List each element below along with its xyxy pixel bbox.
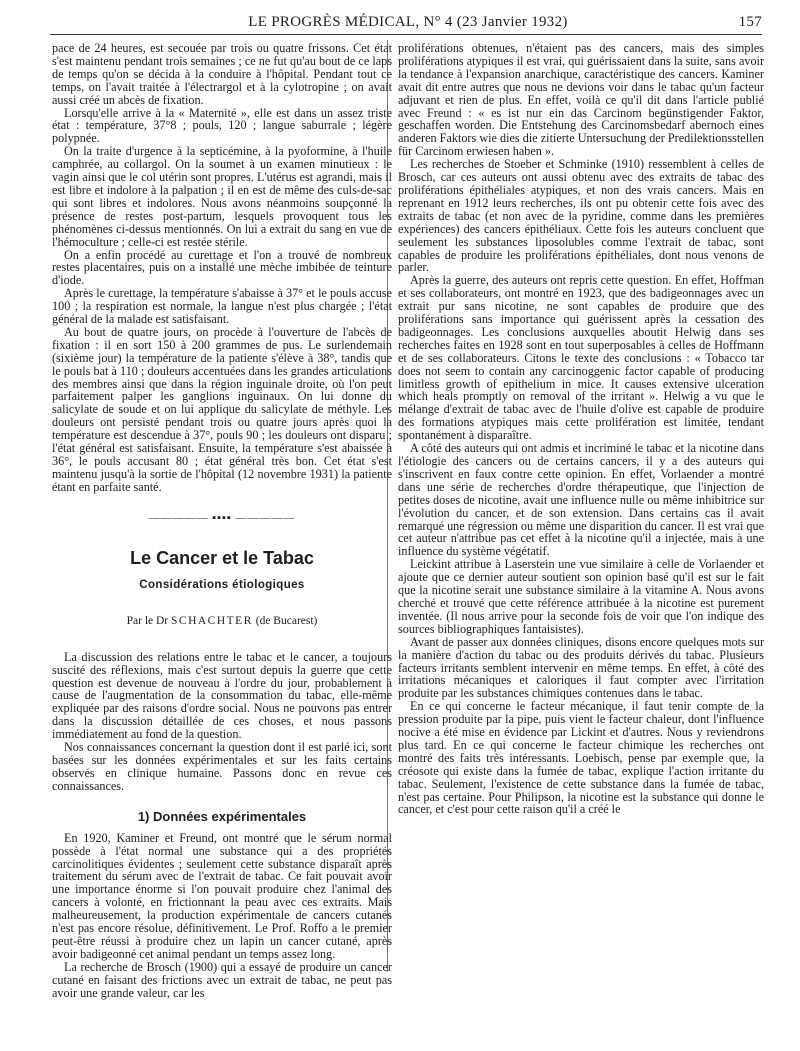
paragraph: Avant de passer aux données cliniques, disons encore quelques mots sur la manière d'action du tabac ou des produits dérivés du tabac. Plusieurs facteurs irritants semblent intervenir en même temps. En effet, à côté des irritations mécaniques et caloriques il faut compter avec l'irritation produite par les substances chimiques contenues dans le tabac. [398,634,764,701]
section-heading: 1) Données expérimentales [137,808,307,824]
byline-suffix: (de Bucarest) [255,614,318,627]
paragraph: proliférations obtenues, n'étaient pas des cancers, mais des simples proliférations atypiques il est vrai, qui guérissaient dans la suite, sans avoir la tendance à l'expansion anarchique, caractéristique des cancers. Kaminer avait dit entre autres que nous ne devions voir dans le tabac qu'un facteur adjuvant et rien de plus. En effet, voilà ce qu'il dit dans l'article publié avec Freund : « es ist nur ein das Carcinom begünstigender Faktor, geschaffen worden. Die Entstehung des Carcinomsbedarf abernoch eines anderen Faktors wie dies die zitierte Untersuchung der Predilektionsstellen für Carcinom erwiesen haben ». [398,41,764,159]
paragraph: En 1920, Kaminer et Freund, ont montré que le sérum normal possède à l'état normal une substance qui a des propriétés carcinolitiques évidentes ; seulement cette substance disparaît après traitement du sérum avec de l'extrait de tabac. Ce fait pouvait avoir une importance énorme si l'on pouvait produire chez l'animal des cancers à volonté, en frictionnant la peau avec ces extraits. Mais malheureusement, la production expérimentale de cancers cutanés n'est pas encore résolue, définitivement. Le Prof. Roffo a le premier peut-être réussi à produire chez un lapin un cancer cutané, après avoir badigeonné cet animal pendant un temps assez long. [52,830,392,961]
paragraph: En ce qui concerne le facteur mécanique, il faut tenir compte de la pression produite par la pipe, puis vient le facteur chaleur, dont l'influence nocive a été mise en évidence par Lickint et d'autres. Nous y reviendrons plus tard. En ce qui concerne le facteur chimique les recherches ont montré des faits très intéressants. Loebisch, pense par exemple que, la créosote qui existe dans la fumée de tabac, explique l'action irritante du tabac. Seulement, l'existence de cette substance dans la fumée de tabac, n'est pas certaine. Pour Philipson, la nicotine est la substance qui donne le cancer, et c'est pour cette raison qu'il a créé le [398,699,764,817]
paragraph: pace de 24 heures, est secouée par trois ou quatre frissons. Cet état s'est maintenu pendant trois semaines ; ce ne fut qu'au bout de ce laps de temps qu'on se décida à la conduire à l'hôpital. Pendant tout ce temps, on l'avait traitée à l'électrargol et à la cylotropine ; on avait aussi créé un abcès de fixation. [52,41,392,107]
paragraph: Après la guerre, des auteurs ont repris cette question. En effet, Hoffman et ses collaborateurs, ont montré en 1923, que des badigeonnages avec un extrait pur sans nicotine, ne sont capables de produire que des proliférations sans importance qui guérissent après la cessation des badigeonnages. Les conclusions auxquelles aboutit Helwig dans ses recherches faites en 1928 sont en tout superposables à celles de Hoffmann et de ses collaborateurs. Citons le texte des conclusions : « Tobacco tar does not seem to contain any carcinoggenic factor capable of producing limitless growth of epithelium in mice. It causes extensive ulceration which heals promptly on removal of the irritant ». Helwig a vu que le mélange d'extrait de tabac avec de l'huile d'olive est capable de produire des formations atypiques mais cette prolifération est limitée, tendant spontanément à disparaître. [398,273,764,443]
paragraph: Au bout de quatre jours, on procède à l'ouverture de l'abcès de fixation : il en sort 150 à 200 grammes de pus. Le surlendemain (sixième jour) la température de la patiente s'élève à 38°, tandis que le pouls bat à 110 ; douleurs accentuées dans les grandes articulations des membres ainsi que dans la région inguinale droite, où l'on peut parfaitement palper les ganglions inguinaux. On lui donne du salicylate de soude et on lui applique du salicylate de méthyle. Les douleurs ont persisté pendant trois ou quatre jours après quoi la température est descendue à 37°, pouls 90 ; les douleurs ont disparu ; l'état général est satisfaisant. Ensuite, la température s'est abaissée à 36°, le pouls accusant 80 ; état général très bon. Cet état s'est maintenu jusqu'à la sortie de l'hôpital (12 novembre 1931) la patiente étant en parfaite santé. [52,324,392,494]
byline-prefix: Par le Dr [126,614,169,627]
byline [52,615,392,627]
article-title: Le Cancer et le Tabac [130,547,314,568]
paragraph: La discussion des relations entre le tabac et le cancer, a toujours suscité des réflexions, mais c'est surtout depuis la guerre que cette question est devenue de nouveau à l'ordre du jour, probablement à cause de l'augmentation de la consommation du tabac, elle-même expliquée par des raisons d'ordre social. Nous ne pouvons pas entrer dans la discussion détaillée de ces choses, et nous passons immédiatement au fond de la question. [52,649,392,742]
left-column [52,42,392,999]
header-rule [50,34,762,35]
section-separator: ————— ▪▪▪▪ ————— [148,511,296,524]
paragraph: La recherche de Brosch (1900) qui a essayé de produire un cancer cutané en faisant des frictions avec un extrait de tabac, ne peut pas avoir une grande valeur, car les [52,959,392,1000]
paragraph: Les recherches de Stoeber et Schminke (1910) ressemblent à celles de Brosch, car ces auteurs ont aussi obtenu avec des extraits de tabac des proliférations épithéliales atypiques, et non des vrais cancers. Mais en reprenant en 1912 leurs recherches, ils ont pu obtenir cette fois avec des extraits de tabac (et non avec de la pyridine, comme dans les premières expériences) des cancers épithéliaux. Cette fois les auteurs concluent que seulement les substances liposolubles comme l'extrait de tabac, sont capables de produire les proliférations épithéliales, dont nous venons de parler. [398,157,764,275]
paragraph: On a enfin procédé au curettage et l'on a trouvé de nombreux restes placentaires, puis on a installé une mèche imbibée de teinture d'iode. [52,247,392,288]
right-column [398,42,764,816]
page-number: 157 [738,14,762,30]
paragraph: Nos connaissances concernant la question dont il est parlé ici, sont basées sur les données expérimentales et sur les faits certains observés en clinique humaine. Passons donc en revue ces connaissances. [52,740,392,793]
paragraph: On la traite d'urgence à la septicémine, à la pyoformine, à l'huile camphrée, au collargol. On la soumet à un examen minutieux : le vagin ainsi que le col utérin sont propres. L'utérus est agrandi, mais il est libre et indolore à la palpation ; il en est de même des culs-de-sac qui sont libres et indolores. Nous avons néanmoins soupçonné la présence de restes post-partum, lesquels provoquent tous les phénomènes ci-dessus mentionnés. On lui a extrait du sang en vue de l'hémoculture ; celle-ci est restée stérile. [52,144,392,249]
paragraph: Lorsqu'elle arrive à la « Maternité », elle est dans un assez triste état : température, 37°8 ; pouls, 120 ; langue saburrale ; légère polypnée. [52,105,392,146]
paragraph: Leickint attribue à Laserstein une vue similaire à celle de Vorlaender et ajoute que ce dernier auteur soutient son opinion basé qu'il est sur le fait que la nicotine serait une substance similaire à la vitamine A. Nous avons cherché et trouvé que cette référence attribuée à la nicotine est purement inventée. (Il nous arrive pour la seconde fois de voir que l'on indique des sources bibliographiques fantaisistes). [398,557,764,636]
journal-title: LE PROGRÈS MÉDICAL, N° 4 (23 Janvier 1932) [248,14,568,30]
author-name: SCHACHTER [171,614,253,627]
article-subtitle: Considérations étiologiques [139,578,305,591]
paragraph: Après le curettage, la température s'abaisse à 37° et le pouls accuse 100 ; la respiration est normale, la langue n'est plus chargée ; l'état général de la malade est satisfaisant. [52,286,392,327]
running-header [54,12,762,34]
paragraph: A côté des auteurs qui ont admis et incriminé le tabac et la nicotine dans l'étiologie des cancers ou de certains cancers, il y a des auteurs qui s'inscrivent en faux contre cette opinion. En effet, Vorlaender a montré dans une série de recherches d'ordre thérapeutique, que l'injection de petites doses de nicotine, avait une influence nulle ou même inhibitrice sur l'évolution du cancer, et de son extension. Dans certains cas il avait remarqué une régression ou même une disparition du cancer. Il est vrai que cet auteur n'attribue pas cet effet à la nicotine qu'il a injectée, mais à une influence du système végétatif. [398,441,764,559]
